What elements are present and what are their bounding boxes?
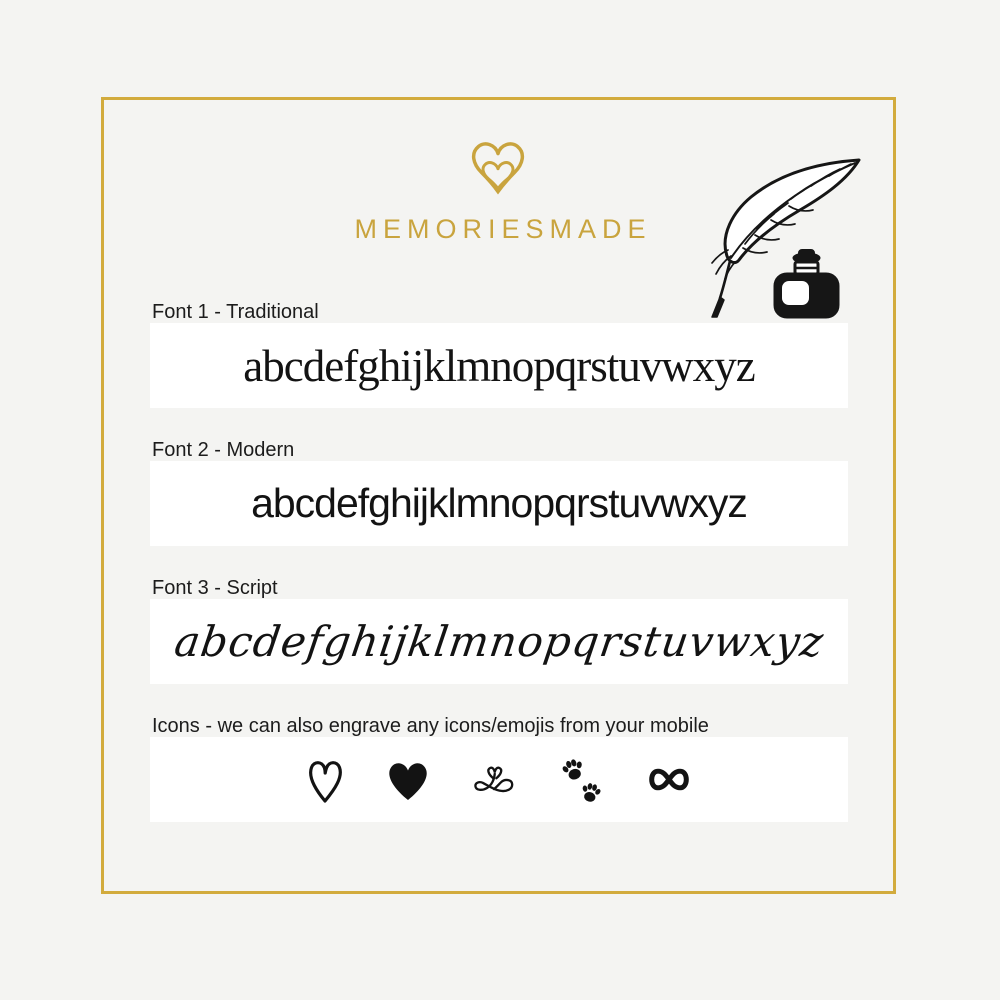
font-2-alphabet-sample: abcdefghijklmnopqrstuvwxyz bbox=[251, 480, 747, 526]
font-3-sample-panel bbox=[150, 599, 848, 684]
brand-wordmark: MEMORIESMADE bbox=[354, 214, 652, 244]
icons-sample-panel bbox=[150, 737, 848, 822]
double-heart-logo-icon bbox=[466, 139, 530, 196]
icons-row-label: Icons - we can also engrave any icons/emojis from your mobile bbox=[152, 715, 709, 737]
quill-and-ink-icon bbox=[693, 140, 875, 324]
font-row-script bbox=[150, 578, 848, 684]
font-1-label: Font 1 - Traditional bbox=[152, 301, 319, 323]
heart-solid-icon bbox=[385, 758, 431, 802]
infinity-icon bbox=[645, 766, 693, 793]
font-row-modern bbox=[150, 440, 848, 546]
font-1-alphabet-sample: abcdefghijklmnopqrstuvwxyz bbox=[243, 340, 755, 391]
heart-outline-icon bbox=[305, 756, 345, 804]
icons-row bbox=[150, 716, 848, 822]
infinity-heart-icon bbox=[471, 762, 519, 798]
font-3-label: Font 3 - Script bbox=[152, 577, 278, 599]
font-2-sample-panel bbox=[150, 461, 848, 546]
font-3-alphabet-sample: abcdefghijklmnopqrstuvwxyz bbox=[171, 617, 827, 666]
font-1-sample-panel bbox=[150, 323, 848, 408]
paw-prints-icon bbox=[559, 754, 605, 806]
font-row-traditional bbox=[150, 302, 848, 408]
font-2-label: Font 2 - Modern bbox=[152, 439, 295, 461]
